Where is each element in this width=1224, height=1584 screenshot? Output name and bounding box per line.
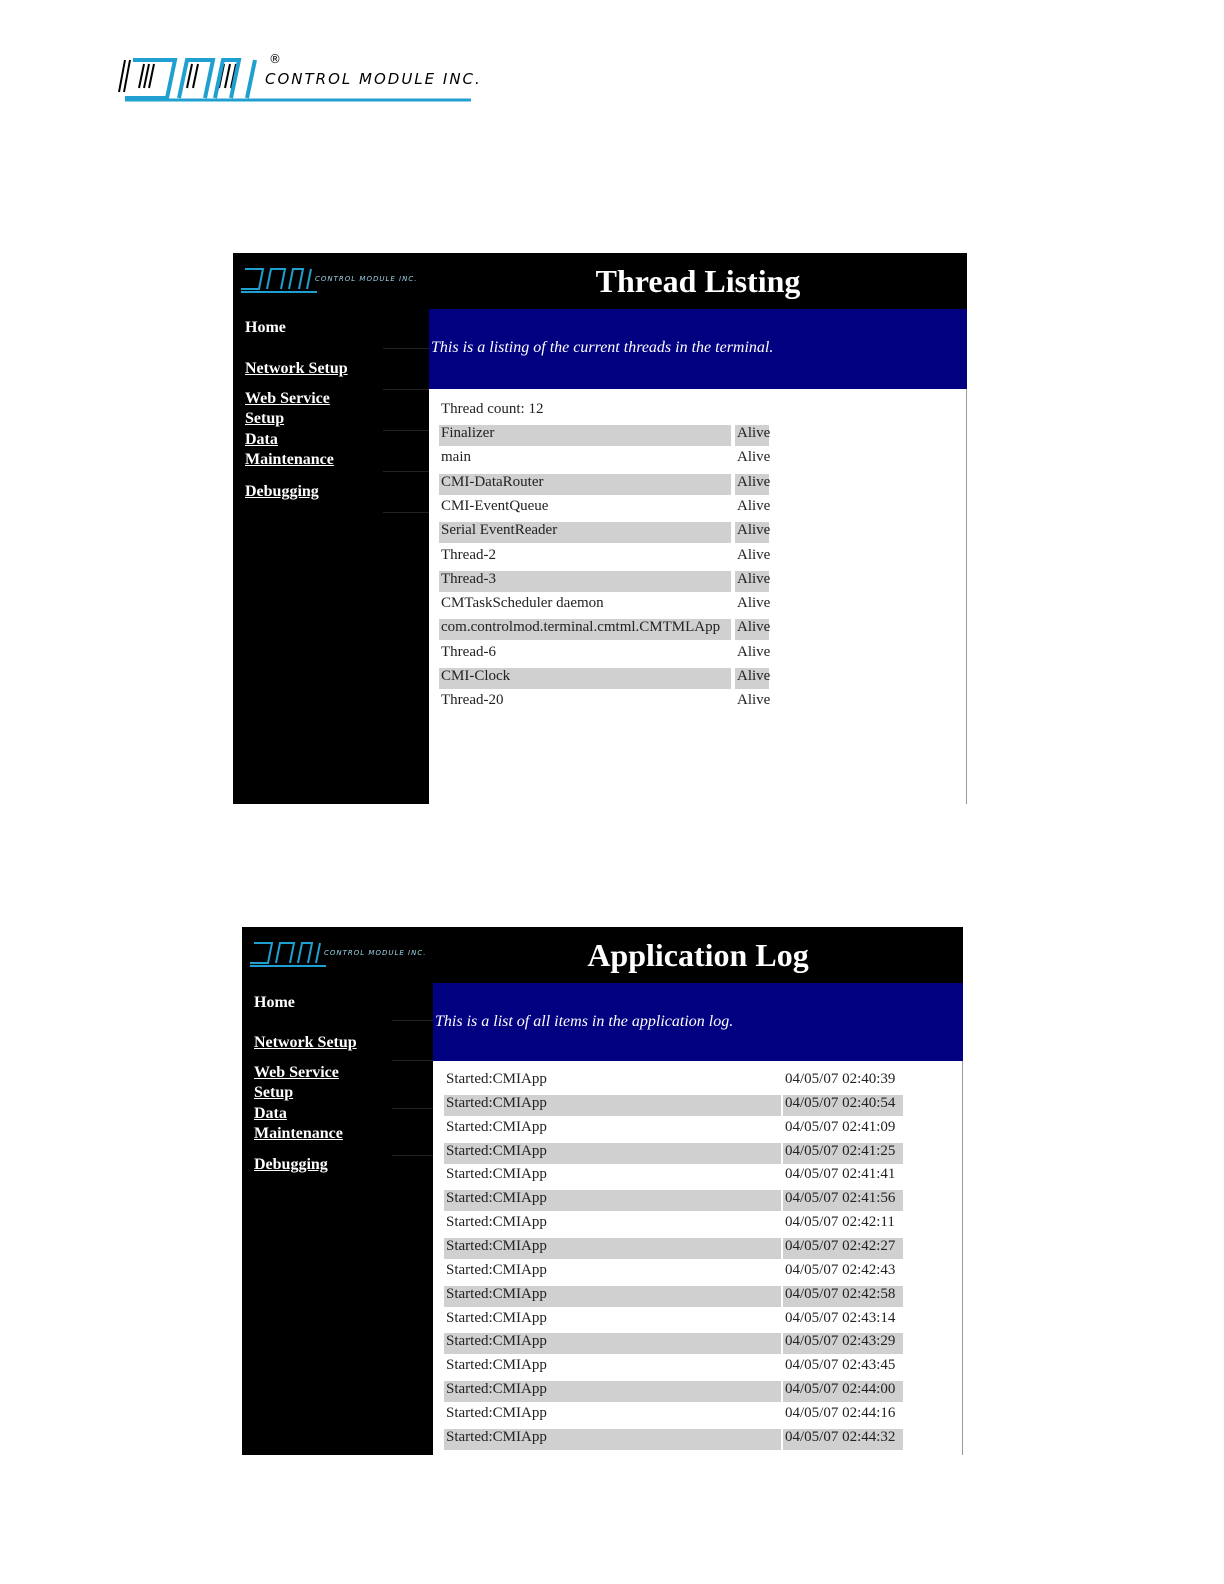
log-timestamp: 04/05/07 02:41:56 — [783, 1190, 903, 1211]
log-timestamp: 04/05/07 02:41:25 — [783, 1143, 903, 1164]
nav-divider — [383, 348, 429, 349]
log-event: Started:CMIApp — [446, 1071, 547, 1087]
cmi-logo-small — [246, 939, 326, 969]
log-timestamp: 04/05/07 02:42:11 — [785, 1214, 895, 1231]
cmi-logo-small — [237, 265, 317, 295]
thread-status: Alive — [737, 497, 771, 514]
thread-status: Alive — [737, 449, 771, 466]
log-event: Started:CMIApp — [444, 1381, 781, 1402]
log-event: Started:CMIApp — [446, 1309, 547, 1326]
nav-web-service[interactable]: Web Service — [245, 390, 330, 407]
log-timestamp: 04/05/07 02:43:45 — [785, 1357, 896, 1374]
log-event: Started:CMIApp — [446, 1261, 547, 1278]
nav-divider — [383, 512, 429, 513]
sidebar — [242, 927, 433, 1455]
log-event: Started:CMIApp — [444, 1143, 781, 1164]
nav-home[interactable]: Home — [245, 319, 286, 336]
nav-home[interactable]: Home — [254, 994, 295, 1011]
nav-network-setup[interactable]: Network Setup — [245, 360, 348, 377]
page-description-band — [433, 983, 963, 1061]
logo-underline — [115, 52, 485, 104]
log-event: Started:CMIApp — [444, 1333, 781, 1354]
sidebar-logo-text: CONTROL MODULE INC. — [315, 275, 418, 283]
nav-data-maintenance[interactable]: Maintenance — [254, 1125, 343, 1142]
thread-name: CMTaskScheduler daemon — [441, 595, 604, 612]
thread-name: Serial EventReader — [439, 522, 731, 543]
thread-name: Thread-20 — [441, 692, 504, 709]
thread-name: CMI-Clock — [439, 668, 731, 689]
thread-status: Alive — [737, 692, 771, 709]
page-title: Application Log — [433, 927, 963, 983]
company-logo — [115, 52, 485, 104]
thread-status: Alive — [737, 546, 771, 563]
nav-network-setup[interactable]: Network Setup — [254, 1034, 357, 1051]
page-description: This is a listing of the current threads in the terminal. — [431, 339, 774, 356]
sidebar-logo-text: CONTROL MODULE INC. — [324, 949, 427, 957]
thread-name: CMI-DataRouter — [439, 474, 731, 495]
thread-status: Alive — [735, 425, 769, 446]
nav-web-service[interactable]: Web Service — [254, 1064, 339, 1081]
thread-name: Thread-6 — [441, 643, 496, 660]
log-timestamp: 04/05/07 02:41:41 — [785, 1166, 896, 1183]
nav-divider — [383, 389, 429, 390]
thread-name: Thread-2 — [441, 546, 496, 563]
page-title: Thread Listing — [429, 253, 967, 309]
page-description: This is a list of all items in the application log. — [435, 1013, 734, 1030]
log-timestamp: 04/05/07 02:43:29 — [783, 1333, 903, 1354]
nav-debugging[interactable]: Debugging — [254, 1156, 328, 1173]
thread-status: Alive — [735, 571, 769, 592]
page-description-band — [429, 309, 967, 389]
log-event: Started:CMIApp — [446, 1214, 547, 1231]
thread-status: Alive — [735, 668, 769, 689]
log-event: Started:CMIApp — [446, 1118, 547, 1135]
log-timestamp: 04/05/07 02:43:14 — [785, 1309, 896, 1326]
nav-debugging[interactable]: Debugging — [245, 483, 319, 500]
log-event: Started:CMIApp — [444, 1238, 781, 1259]
log-timestamp: 04/05/07 02:40:39 — [785, 1071, 896, 1087]
thread-count-text: Thread count: 12 — [441, 401, 544, 417]
registered-mark: ® — [269, 52, 281, 66]
nav-divider — [392, 1020, 433, 1021]
thread-name: CMI-EventQueue — [441, 497, 549, 514]
thread-status: Alive — [737, 643, 771, 660]
thread-name: Thread-3 — [439, 571, 731, 592]
nav-divider — [392, 1155, 433, 1156]
log-event: Started:CMIApp — [446, 1166, 547, 1183]
log-event: Started:CMIApp — [444, 1429, 781, 1450]
company-name: CONTROL MODULE INC. — [265, 70, 482, 88]
log-timestamp: 04/05/07 02:44:16 — [785, 1404, 896, 1421]
log-timestamp: 04/05/07 02:42:27 — [783, 1238, 903, 1259]
thread-status: Alive — [735, 522, 769, 543]
nav-divider — [383, 430, 429, 431]
sidebar — [233, 253, 429, 804]
log-timestamp: 04/05/07 02:42:58 — [783, 1286, 903, 1307]
log-event: Started:CMIApp — [446, 1404, 547, 1421]
nav-divider — [383, 471, 429, 472]
nav-data-maintenance[interactable]: Maintenance — [245, 451, 334, 468]
log-timestamp: 04/05/07 02:40:54 — [783, 1095, 903, 1116]
nav-web-service-setup[interactable]: Setup — [245, 410, 285, 427]
thread-name: Finalizer — [439, 425, 731, 446]
thread-listing-screen — [233, 253, 967, 804]
log-timestamp: 04/05/07 02:44:00 — [783, 1381, 903, 1402]
thread-status: Alive — [735, 474, 769, 495]
log-event: Started:CMIApp — [444, 1095, 781, 1116]
thread-name: com.controlmod.terminal.cmtml.CMTMLApp — [439, 619, 731, 640]
thread-status: Alive — [735, 619, 769, 640]
log-event: Started:CMIApp — [444, 1286, 781, 1307]
log-timestamp: 04/05/07 02:42:43 — [785, 1261, 896, 1278]
nav-web-service-setup[interactable]: Setup — [254, 1084, 294, 1101]
nav-data[interactable]: Data — [245, 431, 278, 448]
log-table-area — [433, 1061, 963, 1455]
nav-divider — [392, 1108, 433, 1109]
application-log-screen — [242, 927, 963, 1455]
nav-data[interactable]: Data — [254, 1105, 287, 1122]
thread-status: Alive — [737, 595, 771, 612]
log-event: Started:CMIApp — [444, 1190, 781, 1211]
log-event: Started:CMIApp — [446, 1357, 547, 1374]
thread-name: main — [441, 449, 471, 466]
log-timestamp: 04/05/07 02:41:09 — [785, 1118, 896, 1135]
thread-table-area — [429, 389, 967, 804]
log-timestamp: 04/05/07 02:44:32 — [783, 1429, 903, 1450]
nav-divider — [392, 1060, 433, 1061]
